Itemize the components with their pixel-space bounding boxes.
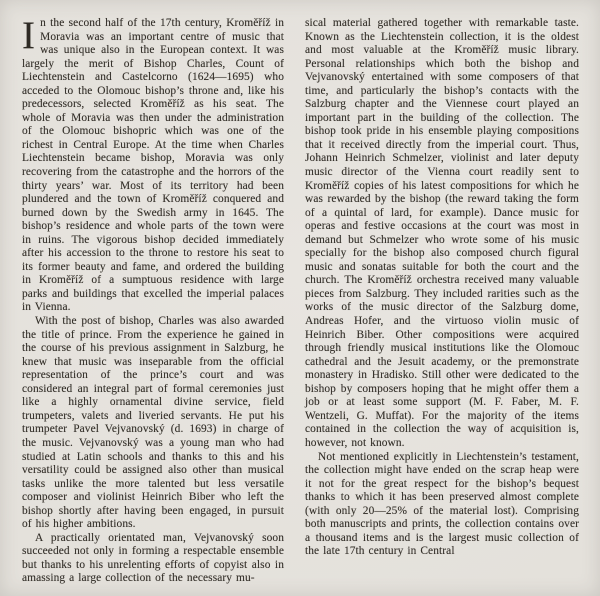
drop-cap-initial: I	[22, 14, 36, 57]
paragraph-continuation: sical material gathered together with remarkable taste. Known as the Liechtenstein collection, it is the oldest and most valuable at the Kroměříž music library. Personal relationships which both the bishop and Vejvanovský entertained with some composers of that time, and particularly the bishop’s contacts with the Salzburg chapter and the Viennese court played an important part in the building of the collection. The bishop took pride in his ensemble playing compositions that it received directly from the imperial court. Thus, Johann Heinrich Schmelzer, violinist and later deputy music director of the Vienna court readily sent to Kroměříž copies of his latest compositions for which he was rewarded by the bishop (the reward taking the form of a quintal of lard, for example). Dance music for operas and festive occasions at the court was most in demand but Schmelzer who wrote some of his music specially for the bishop also composed church figural music and sonatas suitable for both the court and the church. The Kroměříž orchestra received many valuable pieces from Salzburg. They included rarities such as the works of the music director of the Salzburg dome, Andreas Hofer, and the virtuoso violin music of Heinrich Biber. Other compositions were acquired through friendly musical institutions like the Olomouc cathedral and the Jesuit academy, or the premonstrate monastery in Hradisko. Still other were dedicated to the bishop by composers hoping that he might offer them a job or at least some support (M. F. Faber, M. F. Wentzeli, G. Muffat). For the majority of the items contained in the collection the way of acquisition is, however, not known.	[305, 17, 579, 449]
paragraph: With the post of bishop, Charles was also awarded the title of prince. From the experience he gained in the course of his previous assignment in Salzburg, he knew that music was inseparable from the official representation of the prince’s court and was considered an integral part of formal ceremonies just like a highly ornamental divine service, field trumpeters, valets and liveried servants. He put his trumpeter Pavel Vejvanovský (d. 1693) in charge of the music. Vejvanovský was a young man who had studied at Latin schools and thanks to this and his versatility could be assigned also other than musical tasks unlike the more talented but less versatile composer and violinist Heinrich Biber who left the bishop shortly after having been engaged, in pursuit of his higher ambitions.	[22, 315, 284, 531]
right-column	[305, 17, 579, 586]
left-column	[22, 14, 284, 586]
paragraph: Not mentioned explicitly in Liechtenstein’s testament, the collection might have ended on the scrap heap were it not for the great respect for the bishop’s bequest thanks to which it has been preserved almost complete (with only 20—25% of the material lost). Comprising both manuscripts and prints, the collection contains over a thousand items and is the largest music collection of the late 17th century in Central	[305, 450, 579, 558]
text-columns	[22, 14, 579, 586]
paragraph: A practically orientated man, Vejvanovský soon succeeded not only in forming a respectable ensemble but thanks to his unrelenting efforts of copyist also in amassing a large collection of the necessary mu-	[22, 531, 284, 585]
paragraph-text: n the second half of the 17th century, Kroměříž in Moravia was an important centre of music that was unique also in the European context. It was largely the merit of Bishop Charles, Count of Liechtenstein and Castelcorno (1624—1695) who acceded to the Olomouc bishop’s throne and, like his predecessors, selected Kroměříž as his seat. The whole of Moravia was then under the administration of the Olomouc bishopric which was one of the richest in Central Europe. At the time when Charles Liechtenstein became bishop, Moravia was only recovering from the catastrophe and the horrors of the thirty years’ war. Most of its territory had been plundered and the town of Kroměříž conquered and burned down by the Swedish army in 1645. The bishop’s residence and whole parts of the town were in ruins. The vigorous bishop decided immediately after his accession to the throne to restore his seat to its former beauty and fame, and ordered the building in Kroměříž of a sumptuous residence with large parks and buildings that excelled the imperial palaces in Vienna.	[22, 17, 284, 314]
paragraph-opening	[22, 14, 284, 315]
